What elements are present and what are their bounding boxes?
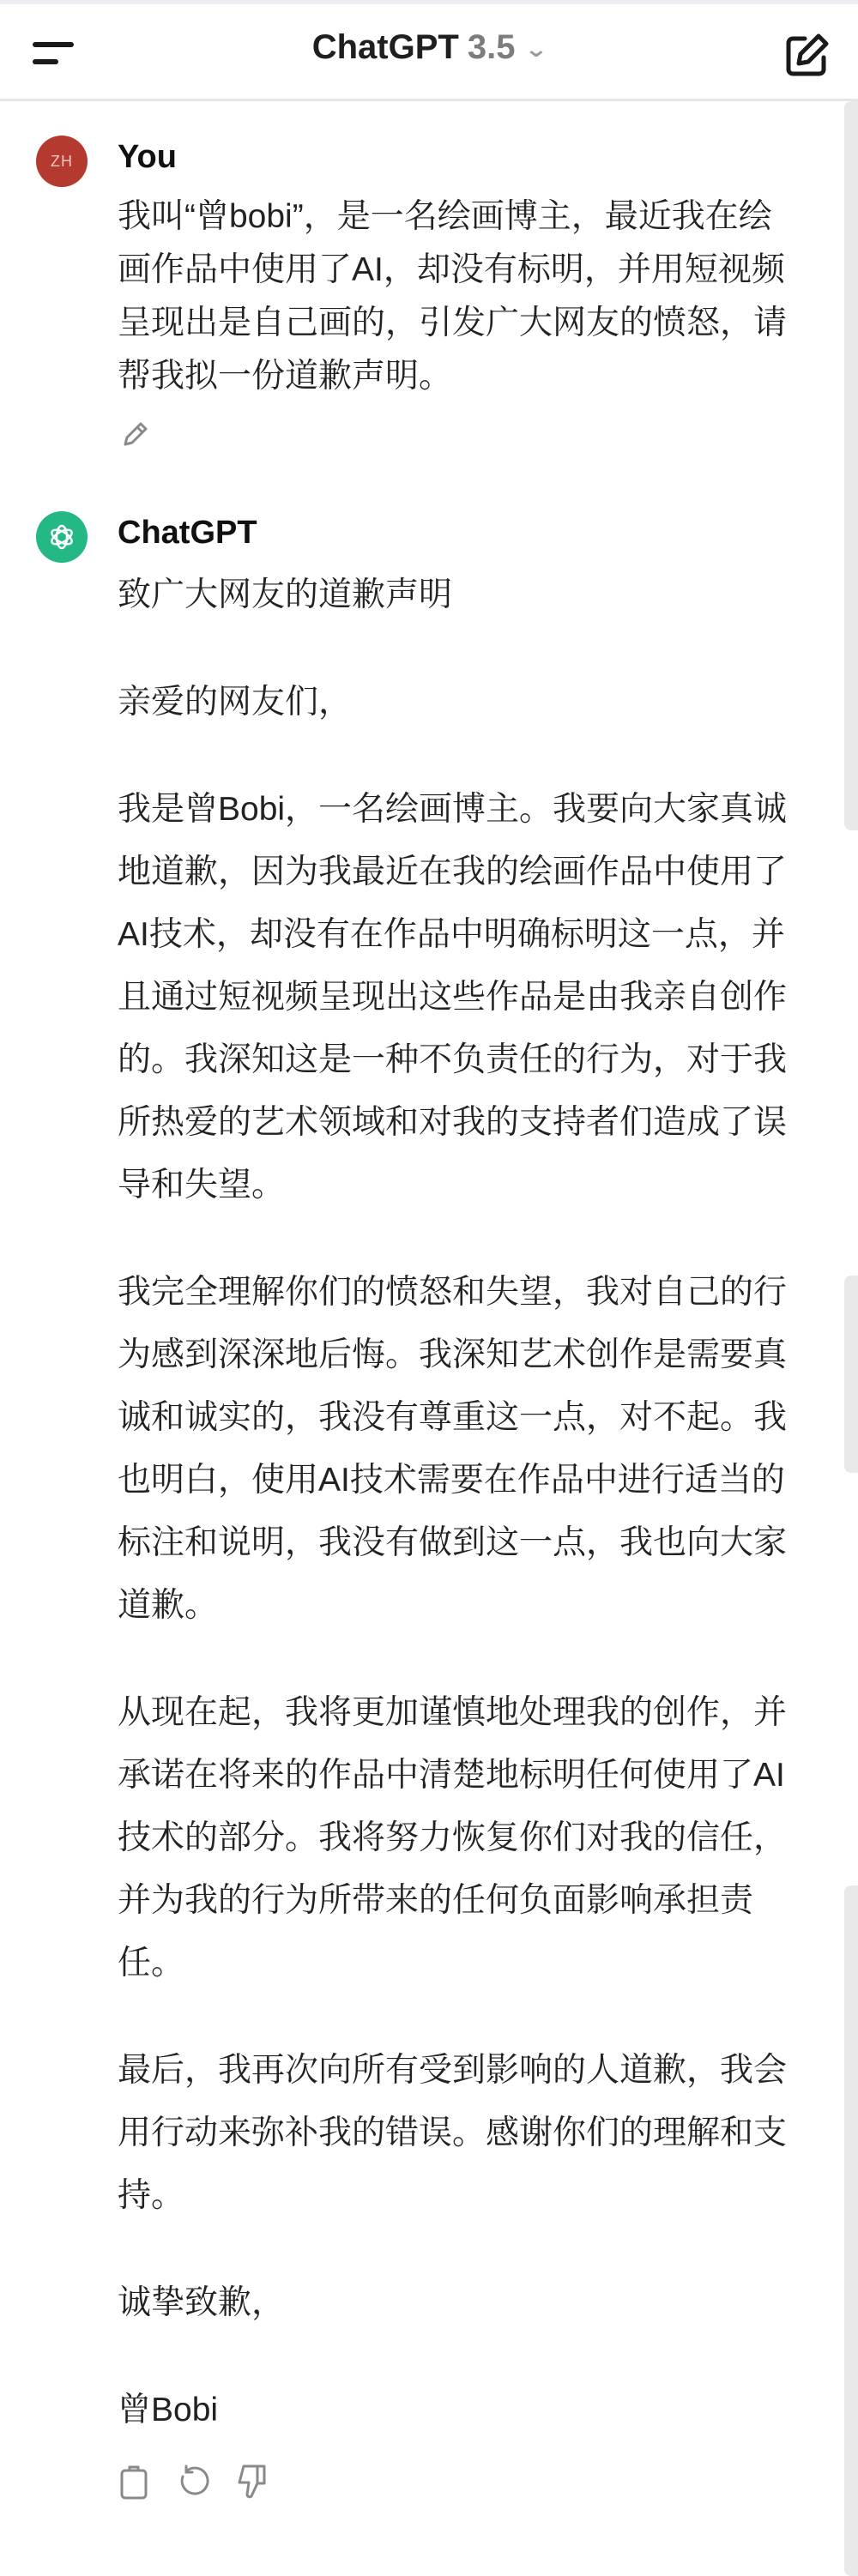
user-avatar: [36, 136, 88, 187]
message-line: 我叫“曾bobi”，是一名绘画博主，最近我在绘: [118, 198, 772, 235]
message-paragraph: [118, 778, 830, 1216]
app-title: ChatGPT: [311, 28, 459, 66]
new-chat-edit-icon[interactable]: [782, 32, 831, 80]
message-line: 的。我深知这是一种不负责任的行为，对于我: [118, 1041, 788, 1078]
message-line: 道歉。: [118, 1587, 219, 1624]
copy-icon[interactable]: [118, 2464, 149, 2504]
message-line: 地道歉，因为我最近在我的绘画作品中使用了: [118, 854, 788, 890]
message-line: 持。: [118, 2177, 185, 2214]
message-line: 我是曾Bobi，一名绘画博主。我要向大家真诚: [118, 791, 788, 828]
message-line: 也明白，使用AI技术需要在作品中进行适当的: [118, 1462, 785, 1499]
message-line: 呈现出是自己画的，引发广大网友的愤怒，请: [118, 305, 788, 341]
app-header: [0, 4, 858, 101]
message-line: 导和失望。: [118, 1167, 286, 1204]
message-line: 并为我的行为所带来的任何负面影响承担责: [118, 1882, 754, 1919]
chevron-down-icon: ⌄: [524, 35, 549, 62]
user-message-text: [118, 190, 830, 403]
message-paragraph: [118, 2379, 830, 2441]
message-line: 亲爱的网友们，: [118, 684, 353, 721]
message-paragraph: [118, 2271, 830, 2334]
chatgpt-logo-icon: [36, 511, 88, 563]
message-line: 所热爱的艺术领域和对我的支持者们造成了误: [118, 1104, 788, 1141]
message-line: 曾Bobi: [118, 2392, 219, 2428]
message-line: 承诺在将来的作品中清楚地标明任何使用了AI: [118, 1757, 785, 1794]
message-line: 最后，我再次向所有受到影响的人道歉，我会: [118, 2052, 788, 2089]
scrollbar-track-lower[interactable]: [844, 1885, 858, 2576]
message-line: 任。: [118, 1945, 185, 1982]
assistant-author-label: ChatGPT: [118, 515, 257, 551]
message-line: AI技术，却没有在作品中明确标明这一点，并: [118, 916, 785, 953]
message-paragraph: [118, 671, 830, 733]
message-line: 诚和诚实的，我没有尊重这一点，对不起。我: [118, 1399, 788, 1436]
user-avatar-initials: ZH: [51, 152, 73, 170]
thumbs-down-icon[interactable]: [235, 2464, 269, 2504]
message-paragraph: [118, 564, 830, 626]
regenerate-icon[interactable]: [176, 2464, 210, 2504]
message-line: 致广大网友的道歉声明: [118, 576, 453, 613]
message-line: 画作品中使用了AI，却没有标明，并用短视频: [118, 251, 785, 288]
message-line: 诚挚致歉，: [118, 2284, 286, 2321]
edit-pencil-icon[interactable]: [120, 419, 151, 454]
message-line: 用行动来弥补我的错误。感谢你们的理解和支: [118, 2114, 788, 2151]
message-line: 为感到深深地后悔。我深知艺术创作是需要真: [118, 1336, 788, 1373]
model-version: 3.5: [467, 28, 516, 66]
message-line: 从现在起，我将更加谨慎地处理我的创作，并: [118, 1694, 788, 1731]
message-paragraph: [118, 1681, 830, 1994]
scrollbar-track[interactable]: [844, 101, 858, 830]
message-line: 技术的部分。我将努力恢复你们对我的信任，: [118, 1819, 788, 1856]
message-paragraph: [118, 1261, 830, 1637]
model-selector[interactable]: [0, 28, 858, 67]
message-line: 且通过短视频呈现出这些作品是由我亲自创作: [118, 979, 788, 1016]
message-line: 帮我拟一份道歉声明。: [118, 358, 453, 395]
message-paragraph: [118, 2039, 830, 2227]
user-author-label: You: [118, 139, 177, 175]
assistant-message-text: [118, 564, 830, 2486]
scrollbar-thumb[interactable]: [844, 1276, 858, 1473]
message-line: 标注和说明，我没有做到这一点，我也向大家: [118, 1524, 788, 1561]
message-line: 我完全理解你们的愤怒和失望，我对自己的行: [118, 1274, 788, 1311]
